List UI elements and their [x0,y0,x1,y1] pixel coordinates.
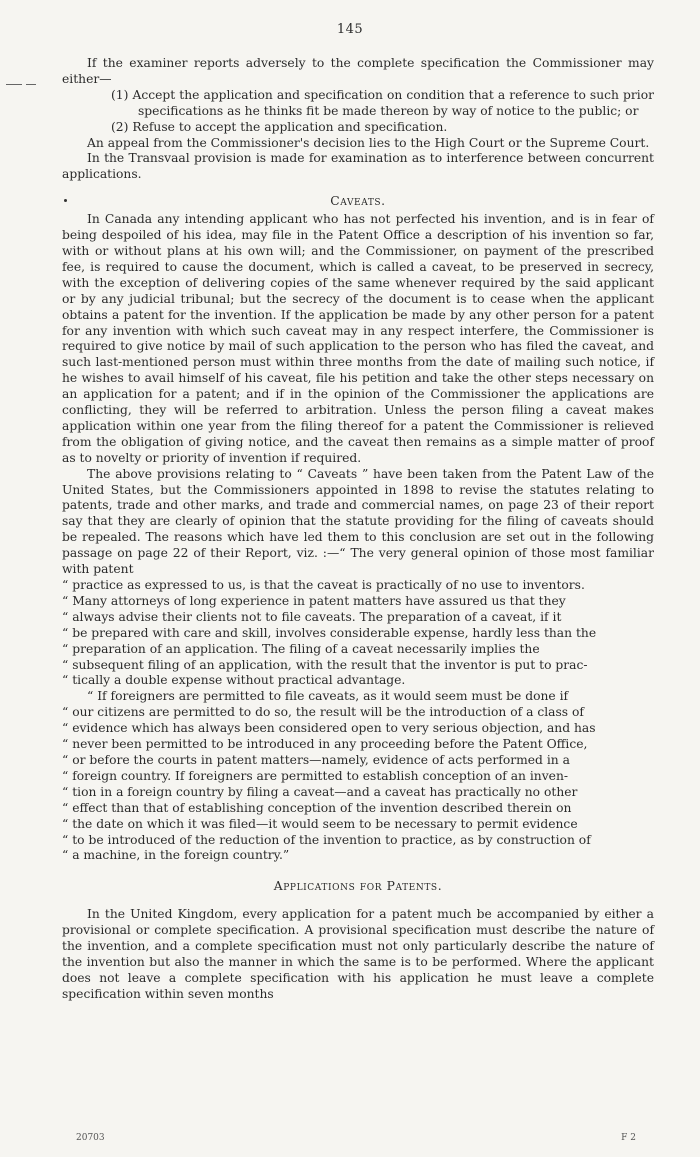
stray-mark [64,199,67,202]
us-caveat-paragraph: The above provisions relating to “ Caveats ” have been taken from the Patent Law of the United States, but the Commissioners appointed in 1898 to revise the statutes relating to patents, trade and other marks, and trade and commercial names, on page 23 of their report say that they are clearly of opinion that the statute providing for the filing of caveats should be repealed. The reasons which have led them to this conclusion are set out in the following passage on page 22 of their Report, viz. :—“ The very general opinion of those most familiar with patent [62,466,654,577]
printer-number: 20703 [76,1133,105,1143]
quote-line: “ tically a double expense without practical advantage. [62,673,406,688]
quote-line: “ be prepared with care and skill, involves considerable expense, hardly less than the [62,625,597,640]
quote-line: “ or before the courts in patent matters—namely, evidence of acts performed in a [62,752,570,767]
applications-paragraph: In the United Kingdom, every application for a patent much be accompanied by either a provisional or complete specification. A provisional specification must describe the nature of the invention, and a complete specification must not only particularly describe the nature of the invention but also the manner in which the same is to be performed. Where the applicant does not leave a complete specification with his application he must leave a complete specification within seven months [62,907,654,1001]
quote-line: “ the date on which it was filed—it would seem to be necessary to permit evidence [62,816,578,831]
transvaal-paragraph: In the Transvaal provision is made for examination as to interference between concurrent applications. [62,151,654,182]
quote-line: “ foreign country. If foreigners are permitted to establish conception of an inven- [62,768,569,783]
quote-line: “ our citizens are permitted to do so, the result will be the introduction of a class of [62,705,584,720]
quote-lead: “ If foreigners are permitted to file caveats, as it would seem must be done if [87,689,569,704]
page-number: 145 [336,22,364,37]
appeal-paragraph: An appeal from the Commissioner's decision lies to the High Court or the Supreme Court. [87,135,650,150]
quote-line: “ never been permitted to be introduced in any proceeding before the Patent Office, [62,737,588,752]
report-quote-2 [62,689,654,864]
option-1: (1) Accept the application and specification on condition that a reference to such prior specifications as he thinks fit be made thereon by way of notice to the public; or [111,87,654,118]
quote-line: “ practice as expressed to us, is that the caveat is practically of no use to inventors. [62,578,585,592]
quote-line: “ Many attorneys of long experience in patent matters have assured us that they [62,593,566,608]
caveats-heading-text: Caveats. [330,194,386,209]
quote-line: “ evidence which has always been considered open to very serious objection, and has [62,721,596,736]
quote-line: “ tion in a foreign country by filing a caveat—and a caveat has practically no other [62,784,578,799]
examiner-paragraph: If the examiner reports adversely to the complete specification the Commissioner may either— [62,56,654,86]
quote-line: “ a machine, in the foreign country.” [62,848,290,863]
quote-line: “ to be introduced of the reduction of the invention to practice, as by construction of [62,832,591,847]
quote-line: “ preparation of an application. The filing of a caveat necessarily implies the [62,641,540,656]
quote-line: “ subsequent filing of an application, with the result that the inventor is put to prac- [62,657,588,672]
margin-mark [6,84,22,85]
quote-line: “ effect than that of establishing conception of the invention described therein on [62,800,572,815]
page-body [62,56,654,1003]
caveats-heading [62,194,654,210]
signature-mark: F 2 [621,1133,636,1143]
option-2: (2) Refuse to accept the application and specification. [111,119,448,134]
quote-line: “ always advise their clients not to file caveats. The preparation of a caveat, if it [62,609,562,624]
canada-caveat-paragraph: In Canada any intending applicant who has not perfected his invention, and is in fear of being despoiled of his idea, may file in the Patent Office a description of his invention so far, with or without plans at his own will; and the Commissioner, on payment of the prescribed fee, is required to cause the document, which is called a caveat, to be preserved in secrecy, with the exception of delivering copies of the same whenever required by the said applicant or by any judicial tribunal; but the secrecy of the document is to cease when the applicant obtains a patent for the invention. If the application be made by any other person for a patent for any invention with which such caveat may in any respect interfere, the Commissioner is required to give notice by mail of such application to the person who has filed the caveat, and such last-mentioned person must within three months from the date of mailing such notice, if he wishes to avail himself of his caveat, file his petition and take the other steps necessary on an application for a patent; and if in the opinion of the Commissioner the applications are conflicting, they will be referred to arbitration. Unless the person filing a caveat makes application within one year from the filing thereof for a patent the Commissioner is relieved from the obligation of giving notice, and the caveat then remains as a simple matter of proof as to novelty or priority of invention if required. [62,212,654,465]
applications-heading: Applications for Patents. [273,879,443,894]
report-quote-1 [62,578,654,689]
